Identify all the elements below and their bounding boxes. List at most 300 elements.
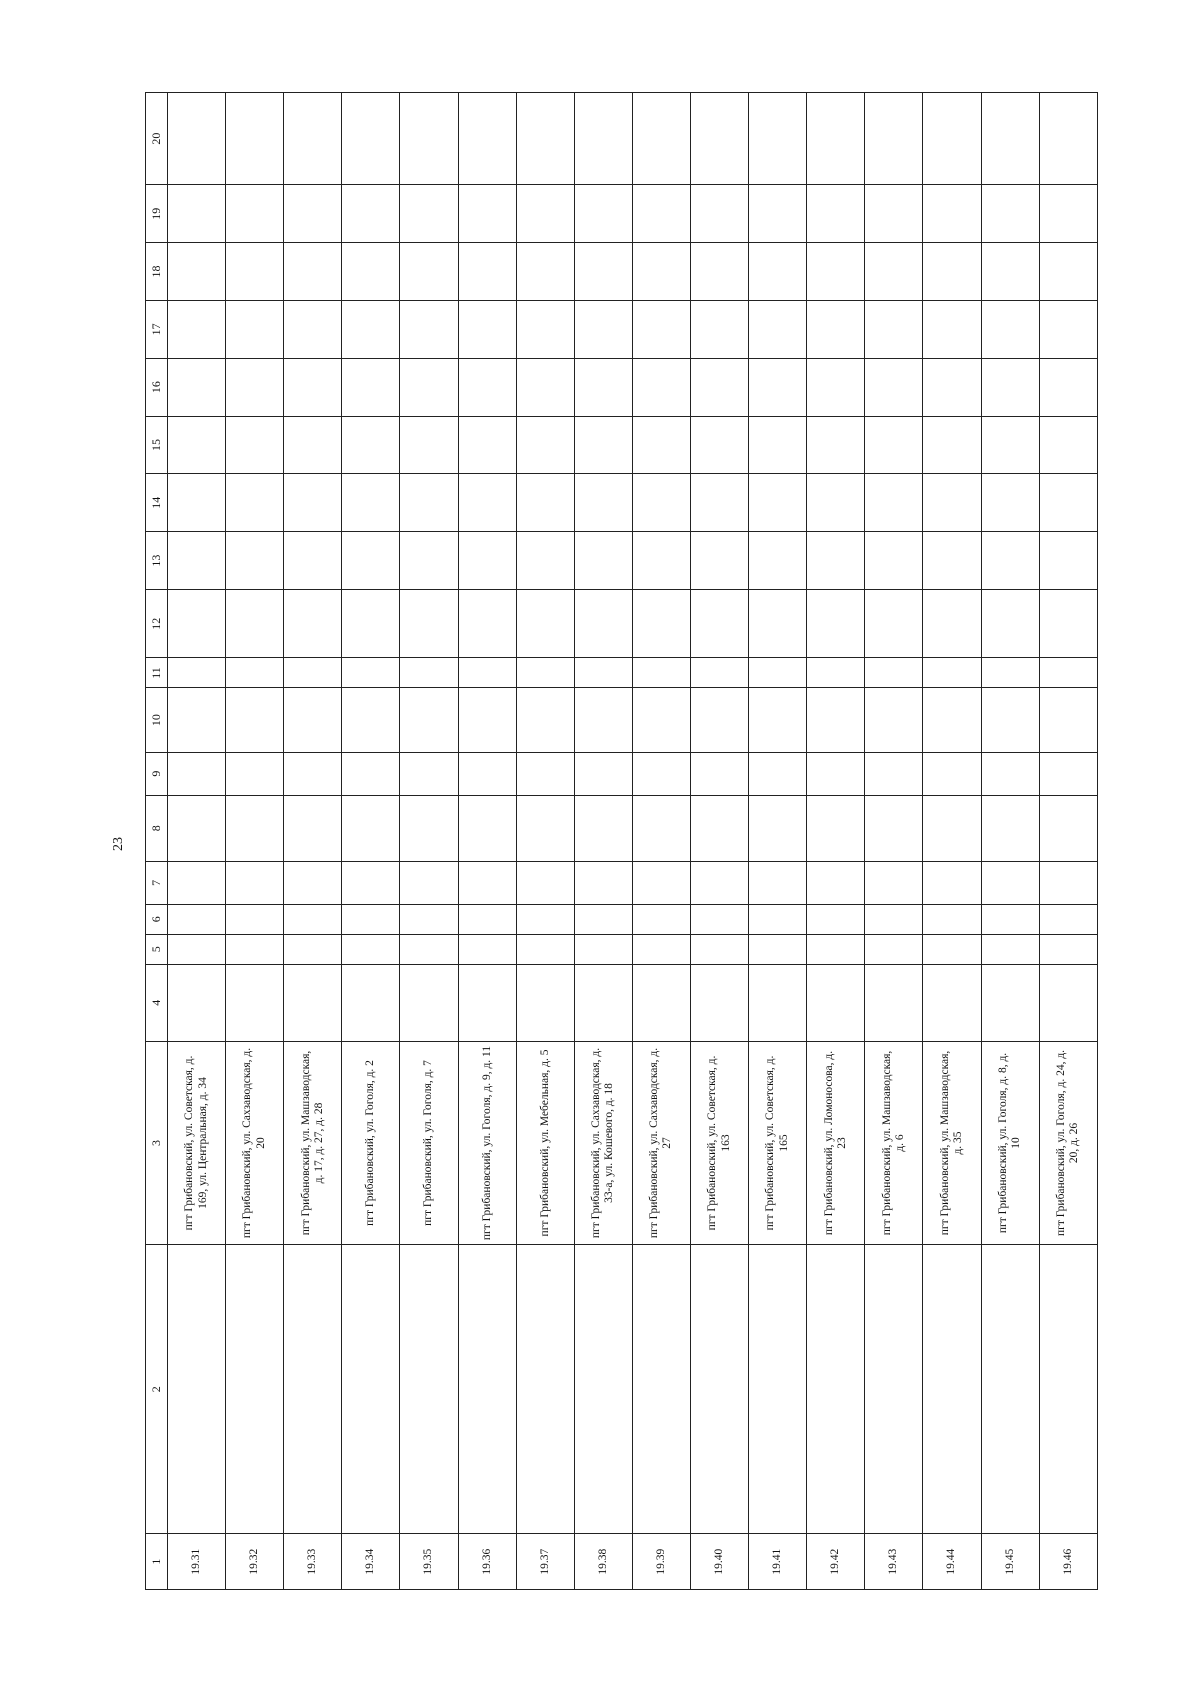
empty-cell [574,904,632,934]
empty-cell [516,964,574,1041]
column-header: 14 [146,474,168,532]
empty-cell [574,474,632,532]
empty-cell [749,688,807,752]
column-header: 7 [146,861,168,904]
column-header: 6 [146,904,168,934]
empty-cell [400,861,458,904]
row-number-cell: 19.36 [458,1534,516,1590]
address-cell: пгт Грибановский, ул. Сахзаводская, д. 20 [226,1041,284,1244]
empty-cell [807,752,865,795]
row-number-cell: 19.34 [342,1534,400,1590]
page-number: 23 [111,837,126,851]
column-header: 3 [146,1041,168,1244]
table-row [400,93,458,1590]
empty-cell [807,688,865,752]
empty-cell [923,185,981,243]
empty-cell [574,243,632,301]
empty-cell [981,752,1039,795]
empty-cell [981,934,1039,964]
empty-cell [923,358,981,416]
empty-cell [342,795,400,861]
empty-cell [284,300,342,358]
empty-cell [226,589,284,658]
empty-cell [749,474,807,532]
empty-cell [574,752,632,795]
column-header: 17 [146,300,168,358]
empty-cell [1039,93,1097,185]
empty-cell [865,532,923,590]
empty-cell [342,688,400,752]
table-row [284,93,342,1590]
empty-cell [691,243,749,301]
empty-cell [574,1245,632,1534]
empty-cell [632,1245,690,1534]
empty-cell [923,93,981,185]
row-number-cell: 19.41 [749,1534,807,1590]
empty-cell [458,243,516,301]
empty-cell [1039,185,1097,243]
empty-cell [458,904,516,934]
column-header: 10 [146,688,168,752]
empty-cell [226,934,284,964]
empty-cell [516,795,574,861]
table-row [226,93,284,1590]
row-number-cell: 19.32 [226,1534,284,1590]
empty-cell [400,1245,458,1534]
empty-cell [807,589,865,658]
column-header: 9 [146,752,168,795]
empty-cell [516,532,574,590]
empty-cell [168,658,226,688]
empty-cell [284,416,342,474]
empty-cell [400,904,458,934]
empty-cell [981,300,1039,358]
empty-cell [226,861,284,904]
address-cell: пгт Грибановский, ул. Гоголя, д. 7 [400,1041,458,1244]
empty-cell [807,1245,865,1534]
empty-cell [342,185,400,243]
empty-cell [516,752,574,795]
empty-cell [284,964,342,1041]
table-row [865,93,923,1590]
empty-cell [632,185,690,243]
empty-cell [807,93,865,185]
empty-cell [981,658,1039,688]
empty-cell [516,589,574,658]
empty-cell [226,1245,284,1534]
empty-cell [342,93,400,185]
column-header: 2 [146,1245,168,1534]
column-header: 19 [146,185,168,243]
empty-cell [400,93,458,185]
empty-cell [1039,532,1097,590]
empty-cell [981,532,1039,590]
empty-cell [226,688,284,752]
empty-cell [691,358,749,416]
header-row [146,93,168,1590]
empty-cell [168,358,226,416]
empty-cell [632,964,690,1041]
empty-cell [516,358,574,416]
table-row [574,93,632,1590]
empty-cell [1039,795,1097,861]
empty-cell [691,589,749,658]
empty-cell [400,688,458,752]
empty-cell [749,243,807,301]
empty-cell [342,752,400,795]
empty-cell [284,934,342,964]
empty-cell [226,658,284,688]
empty-cell [691,532,749,590]
empty-cell [458,93,516,185]
empty-cell [749,861,807,904]
empty-cell [632,658,690,688]
empty-cell [400,658,458,688]
empty-cell [400,934,458,964]
empty-cell [632,93,690,185]
empty-cell [923,243,981,301]
empty-cell [1039,243,1097,301]
empty-cell [284,861,342,904]
column-header: 1 [146,1534,168,1590]
empty-cell [691,904,749,934]
empty-cell [458,185,516,243]
empty-cell [342,243,400,301]
row-number-cell: 19.31 [168,1534,226,1590]
empty-cell [226,243,284,301]
empty-cell [923,964,981,1041]
address-cell: пгт Грибановский, ул. Гоголя, д. 24, д. 20, д. 26 [1039,1041,1097,1244]
empty-cell [168,589,226,658]
empty-cell [923,1245,981,1534]
empty-cell [168,416,226,474]
empty-cell [691,861,749,904]
empty-cell [226,358,284,416]
row-number-cell: 19.44 [923,1534,981,1590]
empty-cell [865,752,923,795]
empty-cell [923,300,981,358]
empty-cell [400,416,458,474]
empty-cell [400,243,458,301]
empty-cell [400,358,458,416]
empty-cell [284,93,342,185]
column-header: 5 [146,934,168,964]
column-header: 8 [146,795,168,861]
empty-cell [865,358,923,416]
address-cell: пгт Грибановский, ул. Сахзаводская, д. 27 [632,1041,690,1244]
empty-cell [168,904,226,934]
empty-cell [632,589,690,658]
empty-cell [632,752,690,795]
empty-cell [632,532,690,590]
empty-cell [807,358,865,416]
empty-cell [516,934,574,964]
empty-cell [168,185,226,243]
empty-cell [981,474,1039,532]
empty-cell [226,795,284,861]
empty-cell [574,589,632,658]
empty-cell [865,243,923,301]
empty-cell [749,589,807,658]
empty-cell [458,752,516,795]
empty-cell [1039,416,1097,474]
empty-cell [168,300,226,358]
empty-cell [691,795,749,861]
empty-cell [226,185,284,243]
empty-cell [516,300,574,358]
empty-cell [516,93,574,185]
empty-cell [342,416,400,474]
address-cell: пгт Грибановский, ул. Машзаводская, д. 17, д. 27, д. 28 [284,1041,342,1244]
empty-cell [226,300,284,358]
empty-cell [807,861,865,904]
empty-cell [923,861,981,904]
empty-cell [981,964,1039,1041]
empty-cell [516,861,574,904]
empty-cell [284,658,342,688]
empty-cell [168,752,226,795]
empty-cell [458,1245,516,1534]
empty-cell [691,474,749,532]
empty-cell [691,688,749,752]
empty-cell [168,93,226,185]
empty-cell [574,934,632,964]
empty-cell [284,589,342,658]
empty-cell [807,474,865,532]
empty-cell [284,1245,342,1534]
empty-cell [749,795,807,861]
empty-cell [1039,688,1097,752]
empty-cell [168,1245,226,1534]
empty-cell [749,904,807,934]
empty-cell [923,688,981,752]
table-body [146,93,1098,1590]
empty-cell [458,358,516,416]
empty-cell [749,658,807,688]
empty-cell [574,964,632,1041]
column-header: 13 [146,532,168,590]
table-row [691,93,749,1590]
table-row [807,93,865,1590]
empty-cell [923,658,981,688]
empty-cell [516,474,574,532]
row-number-cell: 19.45 [981,1534,1039,1590]
address-cell: пгт Грибановский, ул. Сахзаводская, д. 33-а, ул. Кошевого, д. 18 [574,1041,632,1244]
empty-cell [865,416,923,474]
empty-cell [342,1245,400,1534]
empty-cell [865,185,923,243]
empty-cell [981,688,1039,752]
empty-cell [284,904,342,934]
empty-cell [749,93,807,185]
empty-cell [632,474,690,532]
empty-cell [342,474,400,532]
table-row [981,93,1039,1590]
empty-cell [574,688,632,752]
empty-cell [226,752,284,795]
column-header: 15 [146,416,168,474]
empty-cell [807,300,865,358]
empty-cell [342,532,400,590]
empty-cell [981,904,1039,934]
empty-cell [632,243,690,301]
empty-cell [342,904,400,934]
empty-cell [574,185,632,243]
empty-cell [807,795,865,861]
empty-cell [981,416,1039,474]
empty-cell [807,934,865,964]
row-number-cell: 19.35 [400,1534,458,1590]
empty-cell [691,934,749,964]
empty-cell [632,300,690,358]
empty-cell [342,358,400,416]
empty-cell [342,861,400,904]
empty-cell [226,474,284,532]
empty-cell [226,93,284,185]
empty-cell [284,358,342,416]
row-number-cell: 19.38 [574,1534,632,1590]
address-cell: пгт Грибановский, ул. Гоголя, д. 8, д. 10 [981,1041,1039,1244]
empty-cell [923,474,981,532]
empty-cell [981,1245,1039,1534]
empty-cell [865,795,923,861]
address-cell: пгт Грибановский, ул. Гоголя, д. 9, д. 11 [458,1041,516,1244]
table-row [749,93,807,1590]
empty-cell [749,300,807,358]
empty-cell [865,589,923,658]
table-row [342,93,400,1590]
address-cell: пгт Грибановский, ул. Советская, д. 163 [691,1041,749,1244]
empty-cell [691,752,749,795]
empty-cell [981,589,1039,658]
empty-cell [981,358,1039,416]
empty-cell [981,185,1039,243]
empty-cell [981,93,1039,185]
empty-cell [981,861,1039,904]
empty-cell [807,964,865,1041]
empty-cell [807,658,865,688]
empty-cell [342,300,400,358]
empty-cell [981,795,1039,861]
empty-cell [574,416,632,474]
empty-cell [632,688,690,752]
empty-cell [981,243,1039,301]
empty-cell [1039,474,1097,532]
empty-cell [691,416,749,474]
table-row [458,93,516,1590]
empty-cell [400,964,458,1041]
row-number-cell: 19.40 [691,1534,749,1590]
empty-cell [632,358,690,416]
empty-cell [632,861,690,904]
address-cell: пгт Грибановский, ул. Ломоносова, д. 23 [807,1041,865,1244]
empty-cell [865,93,923,185]
empty-cell [1039,904,1097,934]
empty-cell [1039,658,1097,688]
empty-cell [923,934,981,964]
empty-cell [1039,300,1097,358]
empty-cell [1039,589,1097,658]
empty-cell [632,416,690,474]
empty-cell [400,589,458,658]
empty-cell [749,752,807,795]
empty-cell [923,532,981,590]
table-row [516,93,574,1590]
empty-cell [574,358,632,416]
empty-cell [923,904,981,934]
empty-cell [865,861,923,904]
registry-table [145,92,1098,1590]
table-row [923,93,981,1590]
column-header: 20 [146,93,168,185]
empty-cell [691,658,749,688]
column-header: 16 [146,358,168,416]
empty-cell [284,243,342,301]
empty-cell [807,904,865,934]
empty-cell [574,658,632,688]
empty-cell [865,1245,923,1534]
empty-cell [691,1245,749,1534]
empty-cell [807,416,865,474]
address-cell: пгт Грибановский, ул. Гоголя, д. 2 [342,1041,400,1244]
empty-cell [458,416,516,474]
empty-cell [458,474,516,532]
empty-cell [865,964,923,1041]
empty-cell [923,752,981,795]
empty-cell [516,904,574,934]
empty-cell [168,934,226,964]
empty-cell [168,243,226,301]
empty-cell [807,532,865,590]
empty-cell [1039,934,1097,964]
empty-cell [458,532,516,590]
empty-cell [749,532,807,590]
empty-cell [516,1245,574,1534]
empty-cell [516,243,574,301]
empty-cell [923,589,981,658]
empty-cell [284,532,342,590]
row-number-cell: 19.42 [807,1534,865,1590]
empty-cell [749,934,807,964]
empty-cell [516,185,574,243]
address-cell: пгт Грибановский, ул. Машзаводская, д. 6 [865,1041,923,1244]
empty-cell [342,589,400,658]
empty-cell [807,243,865,301]
empty-cell [168,688,226,752]
empty-cell [632,904,690,934]
empty-cell [226,532,284,590]
column-header: 11 [146,658,168,688]
empty-cell [342,964,400,1041]
row-number-cell: 19.46 [1039,1534,1097,1590]
empty-cell [1039,964,1097,1041]
empty-cell [284,185,342,243]
empty-cell [749,185,807,243]
empty-cell [1039,861,1097,904]
empty-cell [458,964,516,1041]
empty-cell [458,795,516,861]
empty-cell [691,93,749,185]
row-number-cell: 19.37 [516,1534,574,1590]
empty-cell [749,1245,807,1534]
empty-cell [749,416,807,474]
empty-cell [749,964,807,1041]
empty-cell [691,185,749,243]
empty-cell [284,752,342,795]
empty-cell [574,861,632,904]
empty-cell [1039,1245,1097,1534]
empty-cell [458,688,516,752]
